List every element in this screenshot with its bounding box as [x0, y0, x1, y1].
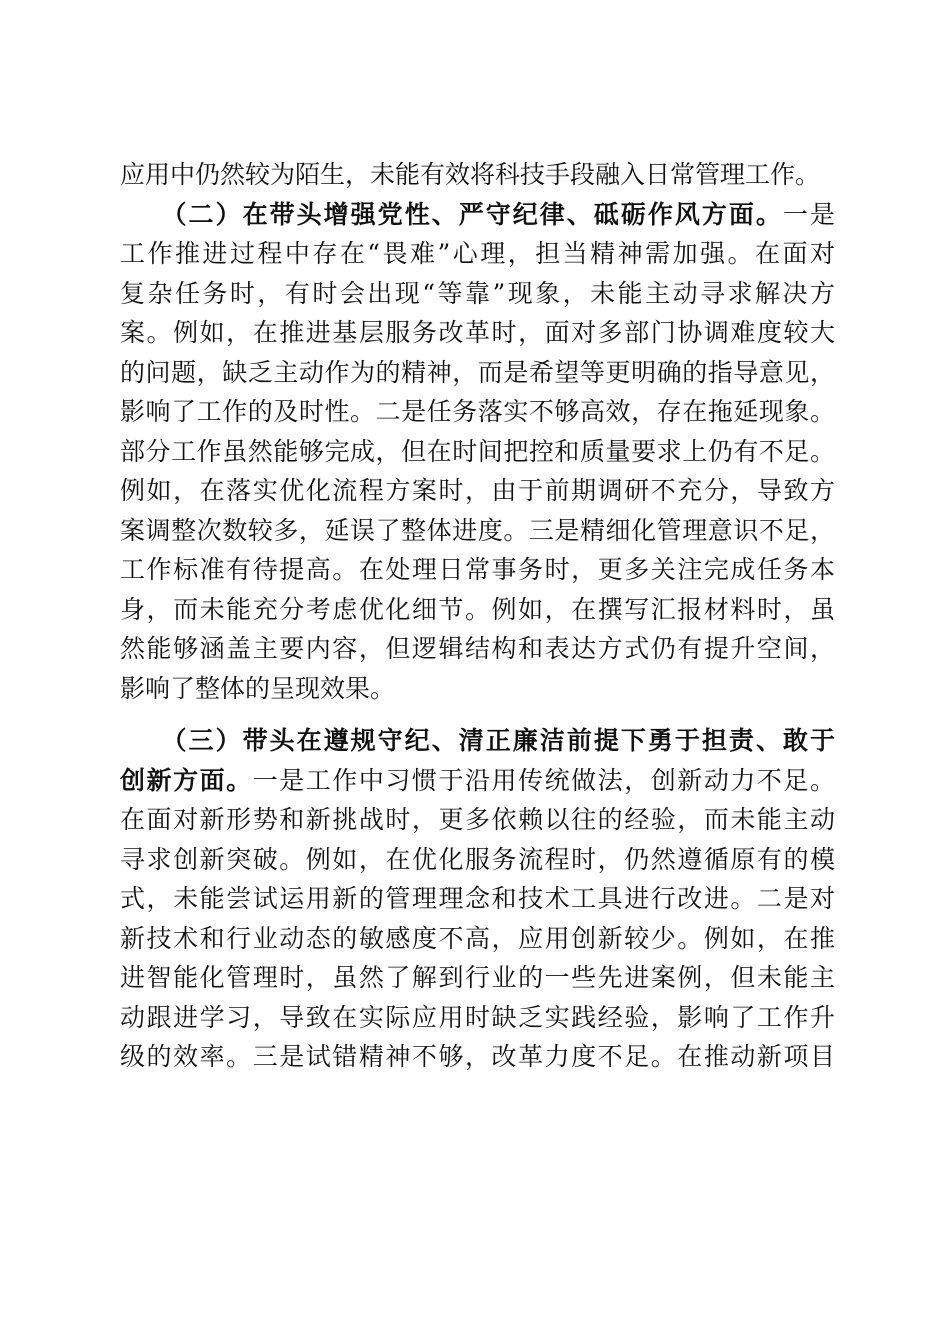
bold-heading-text: （三）带头在遵规守纪、清正廉洁前提下勇于担责、敢于: [120, 726, 835, 755]
body-text: 动跟进学习，导致在实际应用时缺乏实践经验，影响了工作升: [120, 1002, 835, 1032]
text-line: [120, 669, 835, 709]
text-line: [120, 274, 835, 314]
text-line: [120, 800, 835, 840]
body-text: 进智能化管理时，虽然了解到行业的一些先进案例，但未能主: [120, 963, 835, 992]
body-text: 的问题，缺乏主动作为的精神，而是希望等更明确的指导意见，: [120, 357, 835, 387]
body-text: 一是: [782, 199, 835, 229]
text-line: [120, 998, 835, 1038]
body-text: 身，而未能充分考虑优化细节。例如，在撰写汇报材料时，虽: [120, 594, 835, 624]
text-line: [120, 919, 835, 959]
text-line: [120, 392, 835, 432]
body-text: 部分工作虽然能够完成，但在时间把控和质量要求上仍有不足。: [120, 436, 835, 466]
document-body: [120, 155, 835, 1077]
text-line: [120, 195, 835, 235]
body-text: 例如，在落实优化流程方案时，由于前期调研不充分，导致方: [120, 476, 835, 505]
body-text: 工作推进过程中存在“畏难”心理，担当精神需加强。在面对: [120, 239, 835, 268]
body-text: 复杂任务时，有时会出现“等靠”现象，未能主动寻求解决方: [120, 278, 835, 308]
body-text: 影响了工作的及时性。二是任务落实不够高效，存在拖延现象。: [120, 397, 835, 426]
body-text: 工作标准有待提高。在处理日常事务时，更多关注完成任务本: [120, 555, 835, 584]
text-line: [120, 234, 835, 274]
body-text: 案调整次数较多，延误了整体进度。三是精细化管理意识不足，: [120, 515, 835, 545]
bold-heading-text: （二）在带头增强党性、严守纪律、砥砺作风方面。: [120, 199, 783, 229]
body-text: 影响了整体的呈现效果。: [120, 673, 396, 703]
text-line: [120, 590, 835, 630]
text-line: [120, 550, 835, 590]
body-text: 然能够涵盖主要内容，但逻辑结构和表达方式仍有提升空间，: [120, 634, 835, 663]
body-text: 级的效率。三是试错精神不够，改革力度不足。在推动新项目: [120, 1042, 835, 1071]
bold-heading-text: 创新方面。: [120, 765, 253, 795]
text-line: [120, 879, 835, 919]
body-text: 寻求创新突破。例如，在优化服务流程时，仍然遵循原有的模: [120, 844, 835, 874]
text-line: [120, 313, 835, 353]
text-line: [120, 155, 835, 195]
body-text: 应用中仍然较为陌生，未能有效将科技手段融入日常管理工作。: [120, 160, 821, 189]
text-line: [120, 432, 835, 472]
text-line: [120, 721, 835, 761]
body-text: 在面对新形势和新挑战时，更多依赖以往的经验，而未能主动: [120, 805, 835, 834]
body-text: 案。例如，在推进基层服务改革时，面对多部门协调难度较大: [120, 318, 835, 347]
text-line: [120, 353, 835, 393]
text-line: [120, 629, 835, 669]
text-line: [120, 1037, 835, 1077]
text-line: [120, 471, 835, 511]
body-text: 一是工作中习惯于沿用传统做法，创新动力不足。: [252, 765, 835, 795]
text-line: [120, 840, 835, 880]
body-text: 式，未能尝试运用新的管理理念和技术工具进行改进。二是对: [120, 884, 835, 913]
text-line: [120, 761, 835, 801]
body-text: 新技术和行业动态的敏感度不高，应用创新较少。例如，在推: [120, 923, 835, 953]
text-line: [120, 958, 835, 998]
text-line: [120, 511, 835, 551]
